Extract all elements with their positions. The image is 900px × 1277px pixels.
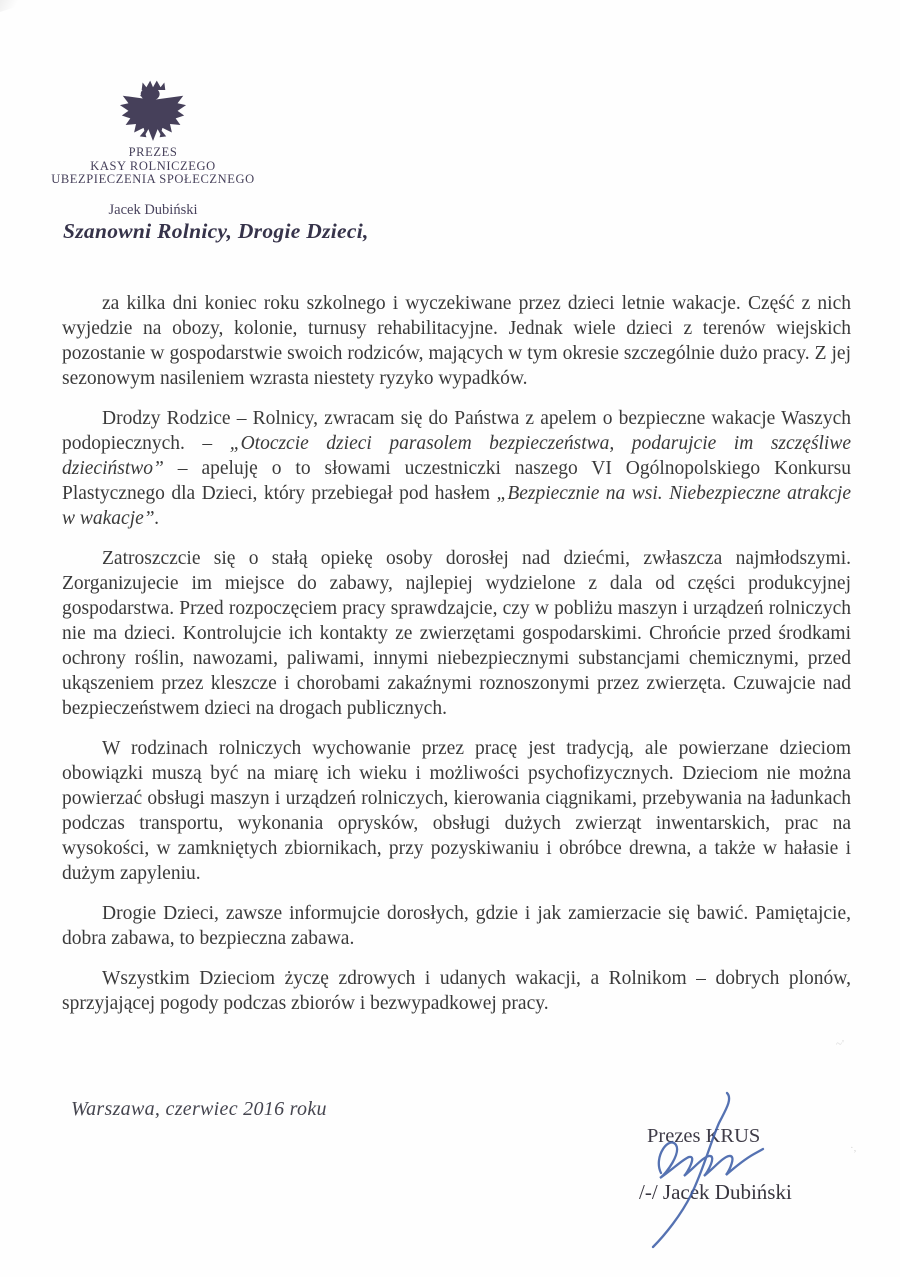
letterhead-title-line-1: PREZES (128, 145, 178, 159)
paragraph-1: za kilka dni koniec roku szkolnego i wyczekiwane przez dzieci letnie wakacje. Część z nich wyjedzie na obozy, kolonie, turnusy rehabilitacyjne. Jednak wiele dzieci z terenów wiejskich pozostanie w gospodarstwie swoich rodziców, mających w tym okresie szczególnie dużo pracy. Z jej sezonowym nasileniem wzrasta niestety ryzyko wypadków. (62, 293, 851, 389)
handwritten-signature (615, 1085, 845, 1250)
letterhead (40, 74, 266, 219)
paragraph-4: W rodzinach rolniczych wychowanie przez pracę jest tradycją, ale powierzane dzieciom obowiązki muszą być na miarę ich wieku i możliwości psychofizycznych. Dzieciom nie można powierzać obsługi maszyn i urządzeń rolniczych, kierowania ciągnikami, przebywania na ładunkach podczas transportu, wykonania oprysków, obsługi dużych zwierząt inwentarskich, prac na wysokości, w zamkniętych zbiornikach, przy pozyskiwaniu i obróbce drewna, a także w hałasie i dużym zapyleniu. (62, 738, 851, 884)
letter-body (62, 291, 851, 1031)
paragraph-3: Zatroszczcie się o stałą opiekę osoby dorosłej nad dziećmi, zwłaszcza najmłodszymi. Zorganizujecie im miejsce do zabawy, najlepiej wydzielone z dala od części produkcyjnej gospodarstwa. Przed rozpoczęciem pracy sprawdzajcie, czy w pobliżu maszyn i urządzeń rolniczych nie ma dzieci. Kontrolujcie ich kontakty ze zwierzętami gospodarskimi. Chrońcie przed środkami ochrony roślin, nawozami, paliwami, innymi niebezpiecznymi substancjami chemicznymi, przed ukąszeniem przez kleszcze i chorobami zakaźnymi roznoszonymi przez zwierzęta. Czuwajcie nad bezpieczeństwem dzieci na drogach publicznych. (62, 548, 851, 719)
signature-name-line: /-/ Jacek Dubiński (639, 1180, 792, 1204)
salutation: Szanowni Rolnicy, Drogie Dzieci, (63, 219, 369, 243)
paragraph-2 (62, 406, 851, 531)
paragraph-2-mid: – apeluję o to słowami uczestniczki naszego VI Ogólnopolskiego Konkursu Plastycznego dla Dzieci, który przebiegał pod hasłem (62, 458, 851, 504)
date-line: Warszawa, czerwiec 2016 roku (71, 1098, 327, 1120)
scan-artifact: ~' (836, 1038, 844, 1050)
paragraph-5: Drogie Dzieci, zawsze informujcie dorosłych, gdzie i jak zamierzacie się bawić. Pamiętajcie, dobra zabawa, to bezpieczna zabawa. (62, 903, 851, 949)
paragraph-6: Wszystkim Dzieciom życzę zdrowych i udanych wakacji, a Rolnikom – dobrych plonów, sprzyjającej pogody podczas zbiorów i bezwypadkowej pracy. (62, 968, 851, 1014)
letterhead-title-line-2: KASY ROLNICZEGO (90, 158, 216, 173)
scan-artifact (0, 0, 30, 13)
paragraph-2-lead: Drodzy Rodzice – Rolnicy, zwracam się do Państwa z apelem o bezpieczne wakacje Waszych podopiecznych. – (62, 408, 851, 454)
signature-role-line: Prezes KRUS (647, 1125, 761, 1147)
scan-artifact: ·, (850, 1142, 857, 1154)
paragraph-2-quote-1: „Otoczcie dzieci parasolem bezpieczeństwa, podarujcie im szczęśliwe dzieciństwo” (62, 433, 851, 479)
signature-block (615, 1085, 845, 1250)
letterhead-title-line-3: UBEZPIECZENIA SPOŁECZNEGO (51, 172, 255, 186)
polish-eagle-emblem-icon (115, 74, 191, 142)
letterhead-signer-name: Jacek Dubiński (108, 201, 198, 218)
paragraph-2-quote-2: „Bezpiecznie na wsi. Niebezpieczne atrakcje w wakacje”. (62, 483, 851, 529)
